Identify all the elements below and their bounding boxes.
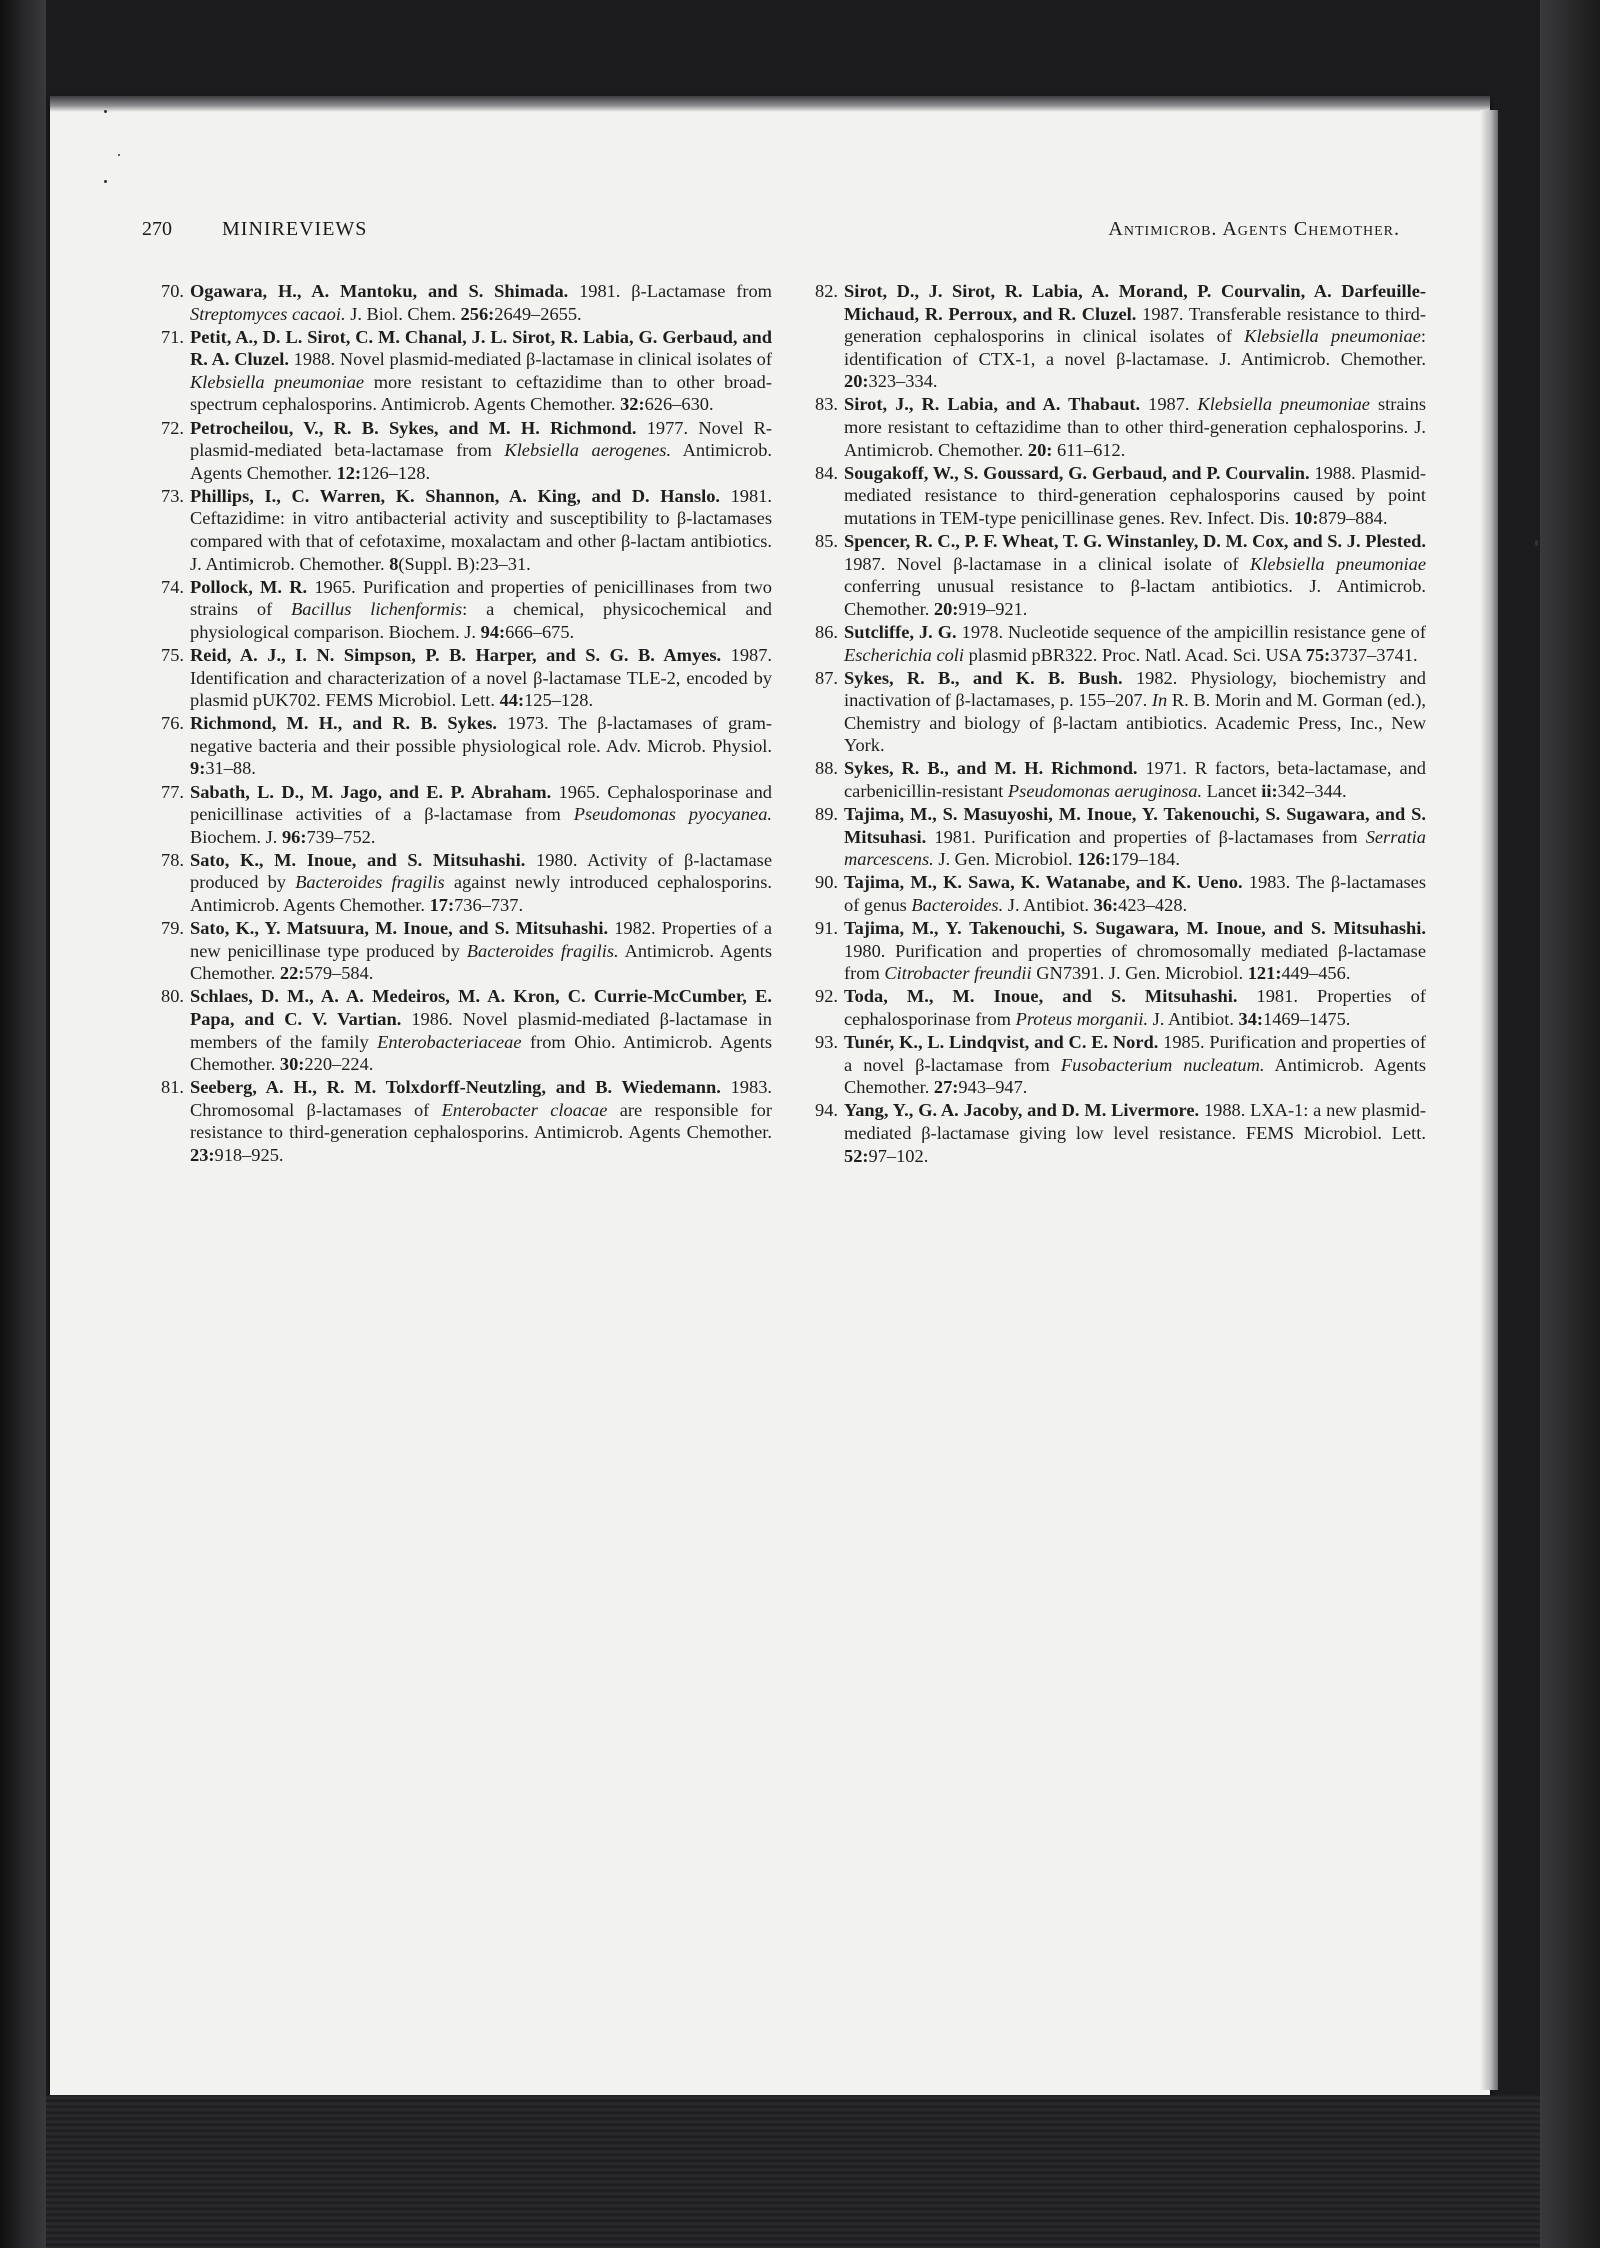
reference-segment: 179–184. (1110, 849, 1180, 870)
reference-entry (806, 757, 1426, 802)
reference-text (190, 1076, 772, 1166)
reference-segment: R. B. Morin and M. Gorman (ed.), Chemistry and biology of β-lactam antibiotics. Academic Press, Inc., New York. (844, 690, 1426, 756)
reference-segment: GN7391. J. Gen. Microbiol. (1031, 963, 1248, 984)
reference-italic: Klebsiella aerogenes. (504, 440, 672, 461)
reference-authors: 32: (620, 394, 645, 415)
reference-authors: Phillips, I., C. Warren, K. Shannon, A. King, and D. Hanslo. (190, 485, 720, 506)
reference-segment: 1981. Properties of cephalosporinase from (844, 986, 1426, 1029)
reference-number: 91. (815, 918, 838, 939)
reference-text (190, 985, 772, 1075)
reference-segment: 1988. Plasmid-mediated resistance to third-generation cephalosporins caused by point mutations in TEM-type penicillinase genes. Rev. Infect. Dis. (844, 462, 1426, 528)
reference-authors: 23: (190, 1145, 215, 1166)
reference-number: 79. (161, 918, 184, 939)
reference-segment: 1977. Novel R-plasmid-mediated beta-lactamase from (190, 417, 772, 461)
reference-authors: 126: (1077, 849, 1111, 870)
reference-segment: 423–428. (1118, 895, 1188, 916)
section-title: MINIREVIEWS (222, 218, 368, 240)
reference-segment: J. Antibiot. (1003, 895, 1094, 916)
reference-italic: Bacteroides fragilis (295, 872, 445, 893)
reference-segment: 1988. LXA-1: a new plasmid-mediated β-lactamase giving low level resistance. FEMS Microbiol. Lett. (844, 1100, 1426, 1143)
reference-segment: 323–334. (868, 371, 938, 392)
reference-segment: (Suppl. B):23–31. (398, 553, 531, 574)
reference-entry (152, 280, 772, 325)
reference-italic: In (1151, 690, 1168, 711)
reference-authors: 12: (336, 462, 362, 483)
reference-segment: 1981. Purification and properties of β-lactamases from (926, 826, 1366, 847)
reference-authors: Sykes, R. B., and M. H. Richmond. (844, 758, 1138, 779)
reference-entry (152, 781, 772, 849)
reference-entry (152, 985, 772, 1075)
reference-segment: 1973. The β-lactamases of gram-negative bacteria and their possible physiological role. Adv. Microb. Physiol. (190, 713, 772, 756)
reference-entry (806, 917, 1426, 985)
reference-segment: plasmid pBR322. Proc. Natl. Acad. Sci. USA (964, 644, 1306, 665)
reference-entry (152, 849, 772, 917)
reference-number: 89. (815, 804, 838, 825)
reference-authors: 44: (499, 690, 525, 711)
reference-segment: 1469–1475. (1263, 1009, 1351, 1029)
reference-entry (806, 280, 1426, 393)
scan-border-right (1540, 0, 1600, 2248)
reference-authors: Sabath, L. D., M. Jago, and E. P. Abraham. (190, 781, 552, 802)
reference-segment: Antimicrob. Agents Chemother. (190, 940, 772, 984)
scan-speck (104, 110, 107, 113)
reference-text (844, 530, 1426, 620)
reference-segment: 666–675. (505, 621, 575, 642)
reference-authors: 22: (279, 963, 305, 984)
reference-italic: Pseudomonas aeruginosa. (1007, 781, 1203, 802)
reference-segment: Lancet (1202, 781, 1262, 802)
reference-text (844, 667, 1426, 757)
reference-text (190, 917, 772, 985)
reference-segment: are responsible for resistance to third-generation cephalosporins. Antimicrob. Agents Chemother. (190, 1099, 772, 1143)
reference-segment: 1971. R factors, beta-lactamase, and carbenicillin-resistant (844, 758, 1427, 802)
reference-authors: 10: (1293, 507, 1319, 528)
reference-text (844, 393, 1426, 461)
reference-text (844, 803, 1426, 871)
reference-segment: 2649–2655. (494, 303, 582, 324)
reference-authors: Reid, A. J., I. N. Simpson, P. B. Harper, and S. G. B. Amyes. (190, 645, 722, 665)
reference-text (190, 712, 772, 780)
reference-number: 77. (161, 781, 184, 802)
reference-authors: Sato, K., M. Inoue, and S. Mitsuhashi. (190, 849, 526, 870)
reference-segment: 1987. Transferable resistance to third-generation cephalosporins in clinical isolates of (844, 303, 1427, 347)
reference-segment: 919–921. (958, 598, 1028, 619)
scan-speck (118, 154, 120, 156)
reference-entry (152, 576, 772, 644)
reference-entry (806, 803, 1426, 871)
reference-authors: Richmond, M. H., and R. B. Sykes. (190, 713, 497, 734)
reference-italic: Serratia marcescens. (844, 826, 1426, 870)
reference-entry (152, 417, 772, 485)
references-left-column (152, 280, 772, 1167)
reference-number: 72. (161, 417, 184, 438)
reference-segment: 611–612. (1052, 439, 1126, 460)
reference-entry (152, 1076, 772, 1166)
reference-number: 74. (161, 576, 184, 597)
reference-authors: Tajima, M., K. Sawa, K. Watanabe, and K. Ueno. (844, 872, 1243, 893)
reference-italic: Fusobacterium nucleatum. (1060, 1054, 1265, 1075)
reference-entry (152, 917, 772, 985)
reference-authors: Sougakoff, W., S. Goussard, G. Gerbaud, and P. Courvalin. (844, 462, 1310, 483)
reference-authors: Spencer, R. C., P. F. Wheat, T. G. Winstanley, D. M. Cox, and S. J. Plested. (844, 531, 1426, 552)
reference-italic: Streptomyces cacaoi. (190, 303, 346, 324)
reference-entry (806, 462, 1426, 530)
reference-text (190, 576, 772, 644)
reference-segment: J. Antibiot. (1148, 1009, 1239, 1029)
scan-speck (104, 180, 107, 183)
reference-italic: Bacteroides. (911, 895, 1004, 916)
reference-authors: Petit, A., D. L. Sirot, C. M. Chanal, J. L. Sirot, R. Labia, G. Gerbaud, and R. A. Cluzel. (190, 326, 772, 370)
reference-italic: Klebsiella pneumoniae (1250, 553, 1426, 574)
reference-number: 94. (815, 1100, 838, 1121)
reference-entry (806, 621, 1426, 666)
reference-italic: Klebsiella pneumoniae (1244, 326, 1421, 347)
reference-segment: 1980. Purification and properties of chromosomally mediated β-lactamase from (844, 940, 1426, 984)
reference-text (844, 757, 1426, 802)
reference-segment: 736–737. (454, 895, 524, 916)
reference-italic: Escherichia coli (844, 644, 965, 665)
reference-text (844, 917, 1426, 985)
reference-number: 75. (161, 645, 184, 665)
reference-authors: 20: (933, 598, 959, 619)
reference-authors: Seeberg, A. H., R. M. Tolxdorff-Neutzling, and B. Wiedemann. (190, 1077, 721, 1098)
references-right-column (806, 280, 1426, 1168)
reference-number: 83. (815, 394, 838, 415)
reference-segment: 3737–3741. (1330, 644, 1418, 665)
reference-authors: 96: (281, 826, 307, 847)
reference-number: 87. (815, 667, 838, 688)
reference-text (190, 781, 772, 849)
reference-segment: 97–102. (868, 1145, 929, 1166)
reference-authors: 36: (1093, 895, 1119, 916)
scan-border-bottom (46, 2095, 1540, 2248)
reference-entry (152, 485, 772, 575)
reference-text (190, 326, 772, 416)
reference-segment: 125–128. (524, 690, 594, 711)
reference-authors: 20: (1027, 439, 1053, 460)
reference-entry (806, 393, 1426, 461)
reference-authors: 20: (844, 371, 869, 392)
reference-number: 90. (815, 872, 838, 893)
reference-entry (806, 530, 1426, 620)
reference-text (844, 1099, 1426, 1167)
reference-entry (806, 985, 1426, 1030)
reference-number: 84. (815, 462, 838, 483)
reference-authors: 94: (480, 621, 506, 642)
reference-text (190, 644, 772, 712)
reference-segment: : a chemical, physicochemical and physiological comparison. Biochem. J. (190, 599, 773, 642)
reference-text (844, 1031, 1426, 1099)
journal-title: Antimicrob. Agents Chemother. (1108, 218, 1400, 240)
reference-authors: 27: (933, 1077, 959, 1098)
reference-segment: 918–925. (214, 1145, 284, 1166)
reference-segment: more resistant to ceftazidime than to other broad-spectrum cephalosporins. Antimicrob. Agents Chemother. (190, 371, 772, 415)
reference-text (190, 849, 772, 917)
reference-entry (806, 667, 1426, 757)
reference-segment: 1982. Physiology, biochemistry and inactivation of β-lactamases, p. 155–207. (844, 667, 1426, 711)
reference-segment: 126–128. (361, 462, 431, 483)
reference-segment: 1983. The β-lactamases of genus (844, 872, 1426, 916)
reference-italic: Enterobacteriaceae (377, 1031, 522, 1052)
reference-segment: 1987. Novel β-lactamase in a clinical isolate of (844, 553, 1251, 574)
reference-italic: Enterobacter cloacae (441, 1099, 608, 1120)
reference-text (844, 621, 1426, 666)
reference-italic: Pseudomonas pyocyanea. (573, 804, 772, 825)
reference-segment: J. Gen. Microbiol. (933, 849, 1078, 870)
reference-segment: 1988. Novel plasmid-mediated β-lactamase in clinical isolates of (288, 349, 772, 370)
reference-segment: 220–224. (304, 1054, 374, 1075)
reference-segment: Biochem. J. (190, 826, 282, 847)
reference-text (844, 462, 1426, 530)
reference-authors: 9: (190, 758, 206, 779)
reference-text (844, 280, 1426, 393)
page-top-shadow (50, 96, 1490, 112)
reference-segment: 1985. Purification and properties of a novel β-lactamase from (844, 1032, 1426, 1075)
reference-number: 71. (161, 326, 184, 347)
reference-authors: Yang, Y., G. A. Jacoby, and D. M. Livermore. (844, 1100, 1200, 1121)
reference-segment: 31–88. (205, 758, 256, 779)
reference-authors: 121: (1247, 963, 1282, 984)
reference-entry (152, 326, 772, 416)
reference-segment: 1980. Activity of β-lactamase produced by (190, 849, 772, 893)
reference-segment: 1986. Novel plasmid-mediated β-lactamase in members of the family (190, 1009, 772, 1052)
reference-segment: 1978. Nucleotide sequence of the ampicillin resistance gene of (956, 621, 1426, 642)
reference-authors: Petrocheilou, V., R. B. Sykes, and M. H. Richmond. (190, 417, 637, 438)
reference-number: 73. (161, 485, 184, 506)
reference-authors: Sirot, D., J. Sirot, R. Labia, A. Morand, P. Courvalin, A. Darfeuille-Michaud, R. Perroux, and R. Cluzel. (844, 281, 1426, 324)
reference-authors: Sutcliffe, J. G. (844, 621, 957, 642)
reference-entry (152, 644, 772, 712)
reference-italic: Bacteroides fragilis. (466, 940, 619, 961)
reference-segment: 879–884. (1318, 507, 1388, 528)
reference-authors: Toda, M., M. Inoue, and S. Mitsuhashi. (844, 986, 1238, 1007)
reference-number: 85. (815, 531, 838, 552)
reference-authors: Tajima, M., Y. Takenouchi, S. Sugawara, M. Inoue, and S. Mitsuhashi. (844, 918, 1426, 939)
reference-italic: Klebsiella pneumoniae (190, 371, 365, 392)
reference-authors: Ogawara, H., A. Mantoku, and S. Shimada. (190, 281, 569, 301)
reference-segment: strains more resistant to ceftazidime than to other third-generation cephalosporins. J. Antimicrob. Chemother. (844, 394, 1426, 460)
reference-segment: conferring unusual resistance to β-lactam antibiotics. J. Antimicrob. Chemother. (844, 576, 1426, 619)
reference-number: 82. (815, 281, 838, 301)
reference-italic: Klebsiella pneumoniae (1197, 394, 1370, 415)
reference-segment: : identification of CTX-1, a novel β-lactamase. J. Antimicrob. Chemother. (844, 326, 1426, 369)
reference-number: 88. (815, 758, 838, 779)
reference-authors: Sato, K., Y. Matsuura, M. Inoue, and S. Mitsuhashi. (190, 918, 609, 939)
reference-entry (152, 712, 772, 780)
reference-authors: Pollock, M. R. (190, 576, 308, 597)
reference-segment: 1987. (1140, 394, 1198, 415)
reference-number: 81. (161, 1077, 184, 1098)
reference-number: 76. (161, 713, 184, 734)
reference-authors: Schlaes, D. M., A. A. Medeiros, M. A. Kron, C. Currie-McCumber, E. Papa, and C. V. Vartian. (190, 986, 772, 1029)
reference-entry (806, 1031, 1426, 1099)
reference-authors: Tunér, K., L. Lindqvist, and C. E. Nord. (844, 1032, 1159, 1053)
reference-italic: Citrobacter freundii (884, 963, 1032, 984)
reference-segment: 626–630. (644, 394, 714, 415)
reference-text (190, 417, 772, 485)
page-right-curl (1480, 110, 1498, 2090)
reference-segment: 1981. Ceftazidime: in vitro antibacterial activity and susceptibility to β-lactamases compared with that of cefotaxime, moxalactam and other β-lactam antibiotics. J. Antimicrob. Chemother. (190, 485, 772, 574)
reference-italic: Bacillus lichenformis (291, 599, 463, 620)
reference-segment: J. Biol. Chem. (345, 303, 461, 324)
reference-italic: Proteus morganii. (1015, 1009, 1149, 1029)
reference-authors: ii: (1261, 781, 1278, 802)
reference-segment: 1981. β-Lactamase from (568, 281, 772, 301)
reference-segment: against newly introduced cephalosporins. Antimicrob. Agents Chemother. (190, 872, 772, 916)
reference-segment: 579–584. (304, 963, 374, 984)
reference-number: 78. (161, 849, 184, 870)
reference-authors: 17: (429, 895, 455, 916)
reference-authors: 30: (279, 1054, 305, 1075)
reference-segment: 943–947. (958, 1077, 1028, 1098)
reference-authors: Sykes, R. B., and K. B. Bush. (844, 667, 1123, 688)
reference-authors: 8 (389, 553, 399, 574)
scan-border-left (0, 0, 46, 2248)
reference-segment: 449–456. (1281, 963, 1351, 984)
page-number: 270 (142, 218, 172, 240)
reference-segment: 342–344. (1277, 781, 1347, 802)
reference-number: 93. (815, 1032, 838, 1053)
reference-authors: 75: (1305, 644, 1331, 665)
reference-authors: 52: (844, 1145, 869, 1166)
reference-segment: 1983. Chromosomal β-lactamases of (190, 1077, 772, 1120)
reference-segment: 1965. Purification and properties of penicillinases from two strains of (190, 576, 772, 620)
reference-text (844, 985, 1426, 1030)
reference-number: 70. (161, 281, 184, 301)
reference-segment: 1982. Properties of a new penicillinase type produced by (190, 918, 772, 961)
reference-text (844, 871, 1426, 916)
reference-authors: Tajima, M., S. Masuyoshi, M. Inoue, Y. Takenouchi, S. Sugawara, and S. Mitsuhasi. (844, 804, 1426, 847)
reference-segment: 739–752. (306, 826, 376, 847)
scan-speck (1535, 540, 1538, 546)
running-header (142, 218, 1400, 248)
reference-entry (806, 1099, 1426, 1167)
reference-number: 86. (815, 621, 838, 642)
reference-number: 92. (815, 986, 838, 1007)
reference-segment: Antimicrob. Agents Chemother. (190, 440, 772, 483)
reference-segment: from Ohio. Antimicrob. Agents Chemother. (190, 1031, 772, 1075)
reference-segment: 1987. Identification and characterization of a novel β-lactamase TLE-2, encoded by plasmid pUK702. FEMS Microbiol. Lett. (190, 645, 773, 711)
reference-number: 80. (161, 986, 184, 1007)
reference-authors: 256: (460, 303, 495, 324)
reference-entry (806, 871, 1426, 916)
reference-segment: Antimicrob. Agents Chemother. (844, 1054, 1427, 1098)
reference-authors: 34: (1238, 1009, 1264, 1029)
reference-text (190, 485, 772, 575)
reference-segment: 1965. Cephalosporinase and penicillinase activities of a β-lactamase from (190, 781, 772, 825)
reference-text (190, 280, 772, 325)
reference-authors: Sirot, J., R. Labia, and A. Thabaut. (844, 394, 1141, 415)
